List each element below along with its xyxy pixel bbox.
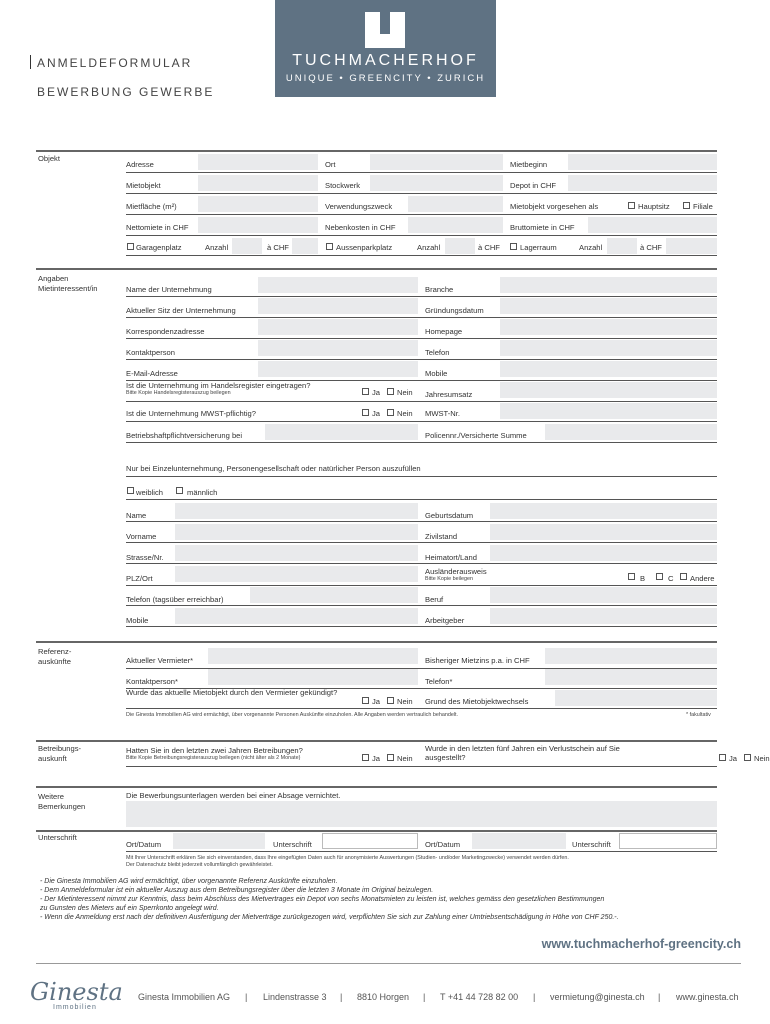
footer-street: Lindenstrasse 3: [263, 992, 327, 1002]
strasse-field[interactable]: [175, 545, 418, 561]
garagenplatz-checkbox[interactable]: [127, 243, 134, 250]
mwst-nein-checkbox[interactable]: [387, 409, 394, 416]
garagen-chf-label: à CHF: [267, 243, 289, 252]
section-bemerkungen: Weitere Bemerkungen: [38, 792, 86, 811]
handelsregister-nein-checkbox[interactable]: [387, 388, 394, 395]
garagen-chf-field[interactable]: [292, 238, 318, 254]
note-item: - Die Ginesta Immobilien AG wird ermächtigt, über vorgenannte Referenz Auskünfte einzuholen.: [40, 878, 338, 885]
arbeitgeber-field[interactable]: [490, 608, 717, 624]
vorgesehen-label: Mietobjekt vorgesehen als: [510, 202, 599, 211]
garagen-anzahl-field[interactable]: [232, 238, 262, 254]
aussen-chf-label: à CHF: [478, 243, 500, 252]
nein-label: Nein: [397, 409, 413, 418]
handelsregister-ja-checkbox[interactable]: [362, 388, 369, 395]
lager-chf-label: à CHF: [640, 243, 662, 252]
grund-field[interactable]: [555, 690, 717, 706]
unterschrift-note-2: Der Datenschutz bleibt jederzeit vollumfänglich gewährleistet.: [126, 862, 273, 868]
nein-label: Nein: [397, 697, 413, 706]
ref-kontaktperson-field[interactable]: [208, 669, 418, 685]
website-link[interactable]: www.tuchmacherhof-greencity.ch: [541, 937, 741, 951]
homepage-field[interactable]: [500, 319, 717, 335]
mobile2-field[interactable]: [175, 608, 418, 624]
ref-kontaktperson-label: Kontaktperson*: [126, 677, 178, 686]
police-field[interactable]: [545, 424, 717, 440]
geburtsdatum-field[interactable]: [490, 503, 717, 519]
ginesta-logo-sub: Immobilien: [53, 1004, 97, 1011]
note-item: - Wenn die Anmeldung erst nach der definitiven Ausfertigung der Mietverträge zurückgezogen wird, verpflichten Sie sich zur Zahlung einer Umtriebsentschädigung in Höhe von CHF 250.-.: [40, 914, 619, 921]
section-divider: [36, 150, 717, 152]
verwendungszweck-label: Verwendungszweck: [325, 202, 393, 211]
fakultativ-note: * fakultativ: [686, 712, 711, 718]
maennlich-label: männlich: [187, 488, 218, 497]
ref-telefon-field[interactable]: [545, 669, 717, 685]
ort-datum-field-2[interactable]: [472, 833, 566, 849]
ref-telefon-label: Telefon*: [425, 677, 453, 686]
unterschrift-field-2[interactable]: [619, 833, 717, 849]
handelsregister-note: Bitte Kopie Handelsregisterauszug beilegen: [126, 390, 231, 396]
nebenkosten-field[interactable]: [408, 217, 503, 233]
mobile-field[interactable]: [500, 361, 717, 377]
unterschrift-field-1[interactable]: [322, 833, 418, 849]
verlustschein-ja-checkbox[interactable]: [719, 754, 726, 761]
mwst-nr-label: MWST-Nr.: [425, 409, 461, 418]
filiale-label: Filiale: [693, 202, 713, 211]
mwst-pflichtig-label: Ist die Unternehmung MWST-pflichtig?: [126, 409, 256, 418]
telefon-tag-label: Telefon (tagsüber erreichbar): [126, 595, 224, 604]
beruf-label: Beruf: [425, 595, 444, 604]
mobile-label: Mobile: [425, 369, 448, 378]
bruttomiete-label: Bruttomiete in CHF: [510, 223, 575, 232]
name-label: Name: [126, 511, 147, 520]
ja-label: Ja: [372, 388, 381, 397]
maennlich-checkbox[interactable]: [176, 487, 183, 494]
filiale-checkbox[interactable]: [683, 202, 690, 209]
grund-label: Grund des Mietobjektwechsels: [425, 697, 529, 706]
vorname-field[interactable]: [175, 524, 418, 540]
weiblich-label: weiblich: [136, 488, 164, 497]
unterschrift-note-1: Mit Ihrer Unterschrift erklären Sie sich einverstanden, dass Ihre eingefügten Daten auch für anonymisierte Auswertungen (Studien- und/oder Marketingzwecke) verwendet werden dürfen.: [126, 855, 569, 861]
arbeitgeber-label: Arbeitgeber: [425, 616, 465, 625]
ort-datum-label-2: Ort/Datum: [425, 840, 461, 849]
beruf-field[interactable]: [490, 587, 717, 603]
adresse-label: Adresse: [126, 160, 154, 169]
vorname-label: Vorname: [126, 532, 157, 541]
ja-label: Ja: [372, 697, 381, 706]
versicherung-field[interactable]: [265, 424, 418, 440]
aussen-anzahl-label: Anzahl: [417, 243, 441, 252]
note-item: - Dem Anmeldeformular ist ein aktueller Auszug aus dem Betreibungsregister über die letzten 3 Monate im Original beizulegen.: [40, 887, 434, 894]
ja-label: Ja: [729, 754, 738, 763]
mietobjekt-label: Mietobjekt: [126, 181, 161, 190]
police-label: Policennr./Versicherte Summe: [425, 431, 527, 440]
bisheriger-mietzins-label: Bisheriger Mietzins p.a. in CHF: [425, 656, 530, 665]
lagerraum-label: Lagerraum: [520, 243, 557, 252]
telefon-label: Telefon: [425, 348, 450, 357]
heimatort-field[interactable]: [490, 545, 717, 561]
name-unternehmung-label: Name der Unternehmung: [126, 285, 212, 294]
mwst-ja-checkbox[interactable]: [362, 409, 369, 416]
mobile2-label: Mobile: [126, 616, 149, 625]
heimatort-label: Heimatort/Land: [425, 553, 477, 562]
versicherung-label: Betriebshaftpflichtversicherung bei: [126, 431, 243, 440]
homepage-label: Homepage: [425, 327, 463, 336]
mietbeginn-field[interactable]: [568, 154, 717, 170]
depot-label: Depot in CHF: [510, 181, 557, 190]
geburtsdatum-label: Geburtsdatum: [425, 511, 474, 520]
section-unterschrift: Unterschrift: [38, 833, 77, 842]
referenz-note: Die Ginesta Immobilien AG wird ermächtigt, über vorgenannte Personen Auskünfte einzuholen. Alle Angaben werden vertraulich behandelt.: [126, 712, 459, 718]
bemerkungen-text: Die Bewerbungsunterlagen werden bei einer Absage vernichtet.: [126, 791, 341, 800]
lager-chf-field[interactable]: [666, 238, 717, 254]
logo-name: TUCHMACHERHOF: [292, 52, 479, 69]
footer-phone[interactable]: T +41 44 728 82 00: [440, 992, 519, 1002]
betreibung-ja-checkbox[interactable]: [362, 754, 369, 761]
ausweis-andere-checkbox[interactable]: [680, 573, 687, 580]
ausweis-b-label: B: [640, 574, 646, 583]
aussenparkplatz-label: Aussenparkplatz: [336, 243, 393, 252]
betreibung-frage: Hatten Sie in den letzten zwei Jahren Betreibungen?: [126, 746, 303, 755]
ginesta-logo: Ginesta: [30, 978, 123, 1006]
section-angaben: Angaben Mietinteressent/in: [38, 274, 98, 293]
zivilstand-label: Zivilstand: [425, 532, 458, 541]
section-referenz: Referenz- auskünfte: [38, 647, 72, 666]
ausweis-c-label: C: [668, 574, 674, 583]
korrespondenzadresse-label: Korrespondenzadresse: [126, 327, 205, 336]
verlustschein-frage: Wurde in den letzten fünf Jahren ein Verlustschein auf Sie ausgestellt?: [425, 744, 620, 762]
footer-email[interactable]: vermietung@ginesta.ch: [550, 992, 645, 1002]
verlustschein-nein-checkbox[interactable]: [744, 754, 751, 761]
stockwerk-field[interactable]: [370, 175, 503, 191]
email-label: E-Mail-Adresse: [126, 369, 178, 378]
gekuendigt-ja-checkbox[interactable]: [362, 697, 369, 704]
gekuendigt-label: Wurde das aktuelle Mietobjekt durch den Vermieter gekündigt?: [126, 688, 338, 697]
jahresumsatz-field[interactable]: [500, 382, 717, 398]
branche-label: Branche: [425, 285, 454, 294]
nebenkosten-label: Nebenkosten in CHF: [325, 223, 396, 232]
nein-label: Nein: [754, 754, 770, 763]
verwendungszweck-field[interactable]: [408, 196, 503, 212]
lager-anzahl-label: Anzahl: [579, 243, 603, 252]
vermieter-label: Aktueller Vermieter*: [126, 656, 194, 665]
korrespondenzadresse-field[interactable]: [258, 319, 418, 335]
bemerkungen-field[interactable]: [126, 801, 717, 827]
ort-field[interactable]: [370, 154, 503, 170]
footer-web[interactable]: www.ginesta.ch: [676, 992, 739, 1002]
ja-label: Ja: [372, 754, 381, 763]
note-item: - Der Mietinteressent nimmt zur Kenntnis, dass beim Abschluss des Mietvertrages ein Depot von sechs Monatsmieten zu leisten ist, welches gemäss den gesetzlichen Bestimmungen: [40, 896, 605, 903]
tuchmacherhof-logo: [275, 0, 496, 97]
jahresumsatz-label: Jahresumsatz: [425, 390, 473, 399]
hauptsitz-label: Hauptsitz: [638, 202, 670, 211]
hauptsitz-checkbox[interactable]: [628, 202, 635, 209]
footer-company: Ginesta Immobilien AG: [138, 992, 231, 1002]
vermieter-field[interactable]: [208, 648, 418, 664]
section-objekt: Objekt: [38, 154, 60, 163]
zivilstand-field[interactable]: [490, 524, 717, 540]
nein-label: Nein: [397, 754, 413, 763]
telefon-field[interactable]: [500, 340, 717, 356]
einzel-note: Nur bei Einzelunternehmung, Personengesellschaft oder natürlicher Person auszufüllen: [126, 464, 421, 473]
telefon-tag-field[interactable]: [250, 587, 418, 603]
title-bar: [30, 55, 31, 69]
footer-city: 8810 Horgen: [357, 992, 410, 1002]
mietobjekt-field[interactable]: [198, 175, 318, 191]
weiblich-checkbox[interactable]: [127, 487, 134, 494]
mwst-nr-field[interactable]: [500, 403, 717, 419]
plz-ort-field[interactable]: [175, 566, 418, 582]
ausweis-note: Bitte Kopie beilegen: [425, 576, 473, 582]
aussen-anzahl-field[interactable]: [445, 238, 475, 254]
kontaktperson-label: Kontaktperson: [126, 348, 175, 357]
branche-field[interactable]: [500, 277, 717, 293]
name-field[interactable]: [175, 503, 418, 519]
garagen-anzahl-label: Anzahl: [205, 243, 229, 252]
ort-datum-label-1: Ort/Datum: [126, 840, 162, 849]
email-field[interactable]: [258, 361, 418, 377]
mietflaeche-label: Mietfläche (m²): [126, 202, 177, 211]
kontaktperson-field[interactable]: [258, 340, 418, 356]
garagenplatz-label: Garagenplatz: [136, 243, 182, 252]
nettomiete-label: Nettomiete in CHF: [126, 223, 189, 232]
gruendungsdatum-field[interactable]: [500, 298, 717, 314]
bruttomiete-field[interactable]: [588, 217, 717, 233]
section-betreibung: Betreibungs- auskunft: [38, 744, 82, 763]
form-title: ANMELDEFORMULAR: [37, 56, 193, 70]
gekuendigt-nein-checkbox[interactable]: [387, 697, 394, 704]
lager-anzahl-field[interactable]: [607, 238, 637, 254]
depot-field[interactable]: [568, 175, 717, 191]
note-item: zu Gunsten des Mieters auf ein Sperrkonto angelegt wird.: [40, 905, 219, 912]
aussenparkplatz-checkbox[interactable]: [326, 243, 333, 250]
name-unternehmung-field[interactable]: [258, 277, 418, 293]
sitz-label: Aktueller Sitz der Unternehmung: [126, 306, 236, 315]
plz-ort-label: PLZ/Ort: [126, 574, 153, 583]
nein-label: Nein: [397, 388, 413, 397]
auslaenderausweis-label: Ausländerausweis: [425, 567, 487, 576]
unterschrift-label-2: Unterschrift: [572, 840, 611, 849]
logo-mark-icon: [365, 12, 405, 48]
lagerraum-checkbox[interactable]: [510, 243, 517, 250]
ausweis-c-checkbox[interactable]: [656, 573, 663, 580]
gruendungsdatum-label: Gründungsdatum: [425, 306, 484, 315]
betreibung-nein-checkbox[interactable]: [387, 754, 394, 761]
ja-label: Ja: [372, 409, 381, 418]
betreibung-note: Bitte Kopie Betreibungsregisterauszug beilegen (nicht älter als 2 Monate): [126, 755, 301, 761]
ort-label: Ort: [325, 160, 336, 169]
logo-tagline: UNIQUE • GREENCITY • ZURICH: [285, 73, 486, 84]
handelsregister-label: Ist die Unternehmung im Handelsregister eingetragen?: [126, 381, 311, 390]
sitz-field[interactable]: [258, 298, 418, 314]
ort-datum-field-1[interactable]: [173, 833, 265, 849]
unterschrift-label-1: Unterschrift: [273, 840, 312, 849]
nettomiete-field[interactable]: [198, 217, 318, 233]
bisheriger-mietzins-field[interactable]: [545, 648, 717, 664]
strasse-label: Strasse/Nr.: [126, 553, 164, 562]
ausweis-andere-label: Andere: [690, 574, 715, 583]
form-subtitle: BEWERBUNG GEWERBE: [37, 85, 215, 99]
mietbeginn-label: Mietbeginn: [510, 160, 548, 169]
mietflaeche-field[interactable]: [198, 196, 318, 212]
adresse-field[interactable]: [198, 154, 318, 170]
stockwerk-label: Stockwerk: [325, 181, 361, 190]
ausweis-b-checkbox[interactable]: [628, 573, 635, 580]
